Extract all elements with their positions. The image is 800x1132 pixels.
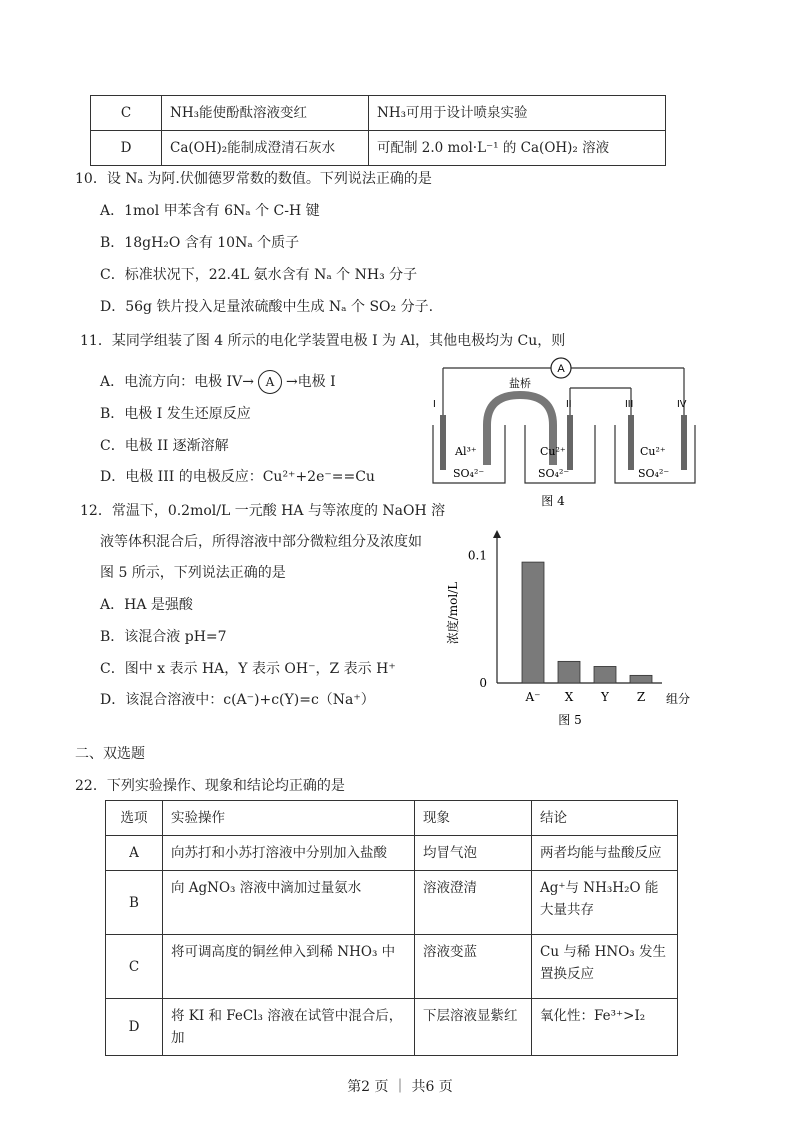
q22-row-d-option: D (106, 999, 163, 1056)
cell-1-ion: Al³⁺ (455, 445, 477, 458)
q22-row-b-operation: 向 AgNO₃ 溶液中滴加过量氨水 (163, 871, 415, 935)
q10-option-b: B．18gH₂O 含有 10Nₐ 个质子 (100, 235, 300, 251)
x-axis-title: 组分 (666, 692, 691, 706)
q22-row-c-operation: 将可调高度的铜丝伸入到稀 NHO₃ 中 (163, 935, 415, 999)
q22-row-a-option: A (106, 836, 163, 871)
q12-stem-line-3: 图 5 所示，下列说法正确的是 (100, 565, 286, 581)
q22-row-b-phenomenon: 溶液澄清 (415, 871, 532, 935)
electrode-ii (567, 415, 573, 470)
q12-option-d: D．该混合溶液中：c(A⁻)+c(Y)=c（Na⁺） (100, 692, 375, 708)
figure-4-caption: 图 4 (541, 494, 565, 508)
q10-option-c: C．标准状况下，22.4L 氨水含有 Nₐ 个 NH₃ 分子 (100, 267, 418, 283)
q22-row-a-phenomenon: 均冒气泡 (415, 836, 532, 871)
fig4-ammeter-label: A (557, 363, 565, 375)
ammeter-icon: A (258, 370, 282, 394)
q22-row-c-phenomenon: 溶液变蓝 (415, 935, 532, 999)
q11-option-a-suffix: →电极 I (285, 374, 336, 390)
q12-option-b: B．该混合液 pH=7 (100, 629, 227, 645)
q11-option-b: B．电极 I 发生还原反应 (100, 406, 251, 422)
q22-row-b-conclusion: Ag⁺与 NH₃H₂O 能大量共存 (532, 871, 678, 935)
q22-row-a-operation: 向苏打和小苏打溶液中分别加入盐酸 (163, 836, 415, 871)
top-row-c-statement1: NH₃能使酚酞溶液变红 (162, 96, 369, 131)
q22-row-c-conclusion: Cu 与稀 HNO₃ 发生置换反应 (532, 935, 678, 999)
electrode-i (440, 415, 446, 470)
figure-4-apparatus (425, 355, 705, 515)
q22-header-conclusion: 结论 (532, 801, 678, 836)
q10-stem: 10．设 Nₐ 为阿.伏伽德罗常数的数值。下列说法正确的是 (75, 171, 432, 187)
electrode-ii-label: II (566, 399, 572, 410)
q12-option-c: C．图中 x 表示 HA，Y 表示 OH⁻，Z 表示 H⁺ (100, 661, 396, 677)
q22-row-a-conclusion: 两者均能与盐酸反应 (532, 836, 678, 871)
top-row-c-statement2: NH₃可用于设计喷泉实验 (369, 96, 666, 131)
q11-option-d: D．电极 III 的电极反应：Cu²⁺+2e⁻==Cu (100, 469, 375, 485)
electrode-iv-label: IV (677, 399, 687, 410)
electrode-iii-label: III (625, 399, 634, 410)
q22-stem: 22．下列实验操作、现象和结论均正确的是 (75, 778, 345, 794)
q12-option-a: A．HA 是强酸 (100, 597, 193, 613)
q11-option-a-prefix: A．电流方向：电极 IV→ (100, 374, 254, 390)
cell-1-anion: SO₄²⁻ (453, 467, 485, 480)
page-footer: 第2 页 ｜ 共6 页 (347, 1079, 453, 1095)
cell-2-anion: SO₄²⁻ (538, 467, 570, 480)
q22-header-option: 选项 (106, 801, 163, 836)
figure-5-chart (440, 528, 700, 733)
x-tick-label-0: A⁻ (525, 690, 541, 704)
x-tick-label-2: Y (601, 690, 609, 704)
bar-0 (522, 562, 544, 683)
q11-stem: 11．某同学组装了图 4 所示的电化学装置电极 I 为 Al，其他电极均为 Cu，则 (80, 333, 566, 349)
electrode-i-label: I (433, 399, 436, 410)
bar-3 (630, 675, 652, 683)
q22-row-d-conclusion: 氧化性：Fe³⁺>I₂ (532, 999, 678, 1056)
fig4-salt-bridge-label: 盐桥 (509, 377, 531, 390)
y-axis-title: 浓度/mol/L (446, 581, 460, 645)
y-tick-label-0: 0 (479, 676, 487, 690)
top-row-d-statement2: 可配制 2.0 mol·L⁻¹ 的 Ca(OH)₂ 溶液 (369, 131, 666, 166)
cell-3-anion: SO₄²⁻ (638, 467, 670, 480)
figure-5-caption: 图 5 (558, 713, 582, 727)
q11-option-a (100, 370, 336, 394)
q10-option-a: A．1mol 甲苯含有 6Nₐ 个 C-H 键 (100, 203, 320, 219)
top-row-d-option: D (91, 131, 162, 166)
top-table (90, 95, 666, 166)
q12-stem-line-2: 液等体积混合后，所得溶液中部分微粒组分及浓度如 (100, 534, 422, 550)
q22-row-d-phenomenon: 下层溶液显紫红 (415, 999, 532, 1056)
bar-1 (558, 661, 580, 683)
q10-option-d: D．56g 铁片投入足量浓硫酸中生成 Nₐ 个 SO₂ 分子. (100, 299, 434, 315)
top-row-c-option: C (91, 96, 162, 131)
top-row-d-statement1: Ca(OH)₂能制成澄清石灰水 (162, 131, 369, 166)
q22-table (105, 800, 678, 1056)
x-tick-label-1: X (564, 690, 574, 704)
q22-row-c-option: C (106, 935, 163, 999)
electrode-iii (628, 415, 634, 470)
q11-option-c: C．电极 II 逐渐溶解 (100, 438, 229, 454)
cell-3-ion: Cu²⁺ (640, 445, 666, 458)
cell-2-ion: Cu²⁺ (540, 445, 566, 458)
q22-header-phenomenon: 现象 (415, 801, 532, 836)
q22-header-operation: 实验操作 (163, 801, 415, 836)
q22-row-d-operation: 将 KI 和 FeCl₃ 溶液在试管中混合后，加 (163, 999, 415, 1056)
y-axis-arrow (493, 530, 501, 538)
x-tick-label-3: Z (636, 690, 646, 704)
bar-2 (594, 666, 616, 683)
electrode-iv (681, 415, 687, 470)
section-2-title: 二、双选题 (75, 746, 145, 762)
q22-row-b-option: B (106, 871, 163, 935)
y-tick-label-1: 0.1 (467, 548, 487, 563)
q12-stem-line-1: 12．常温下，0.2mol/L 一元酸 HA 与等浓度的 NaOH 溶 (80, 503, 446, 519)
